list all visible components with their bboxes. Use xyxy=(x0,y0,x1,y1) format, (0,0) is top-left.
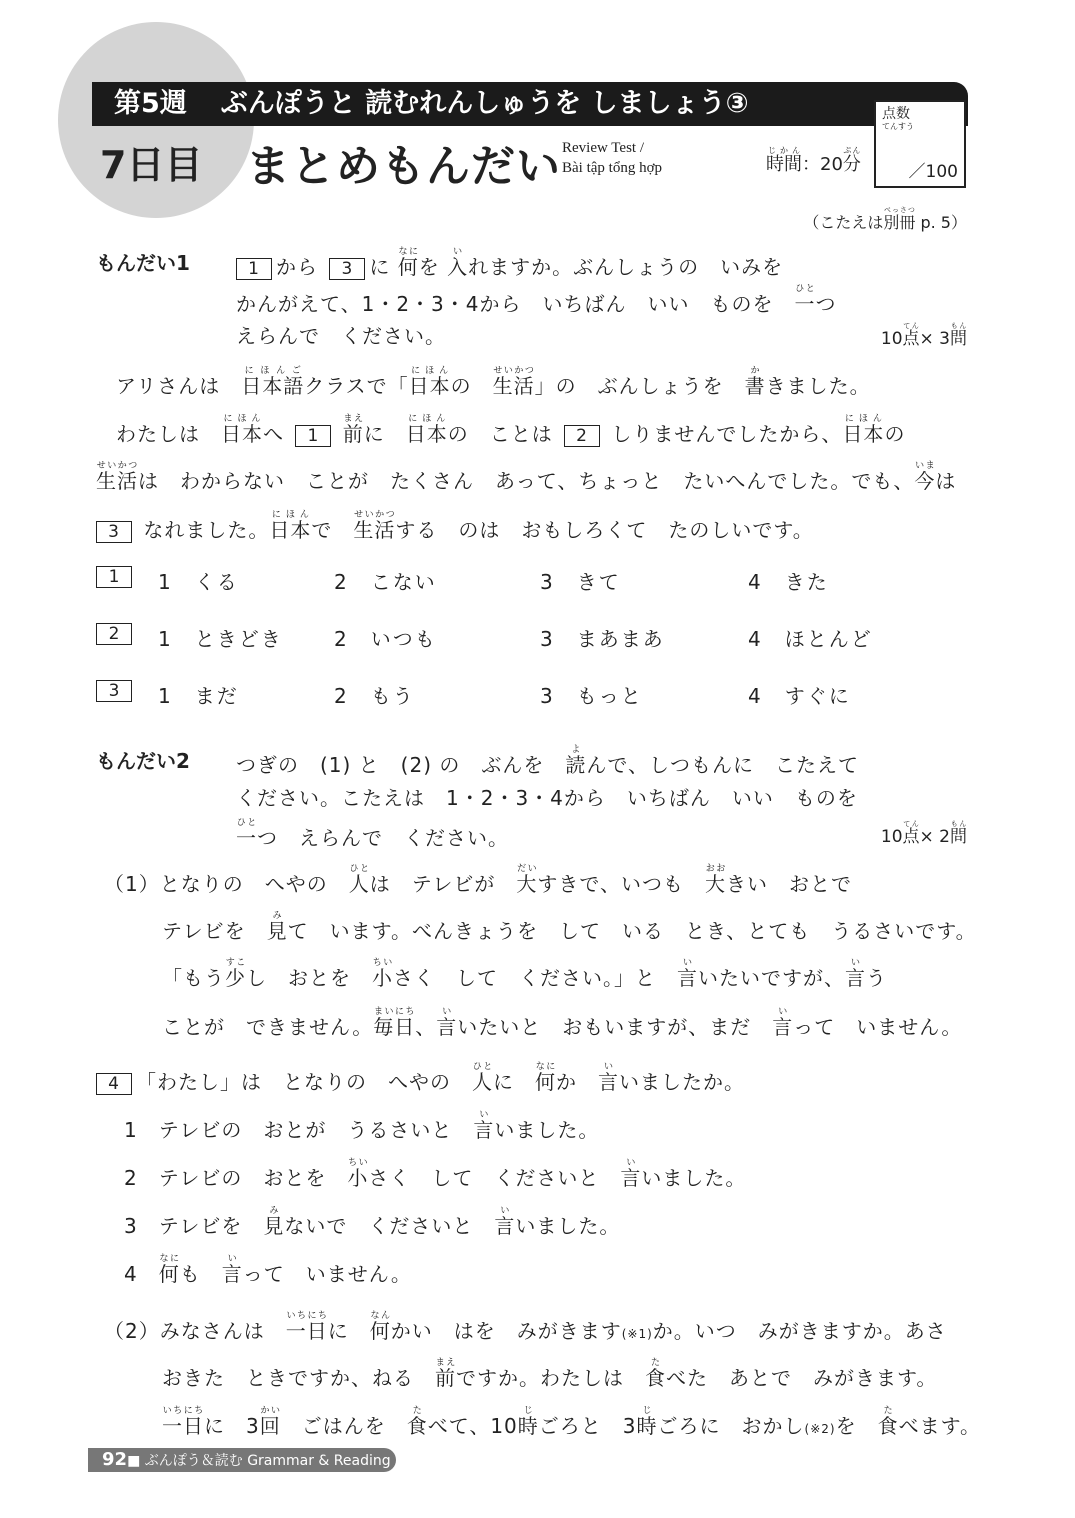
q2-p2-line2: おきた ときですか、ねる 前まえですか。わたしは 食たべた あとで みがきます。 xyxy=(162,1358,938,1390)
q1-blank-1: 1 xyxy=(295,425,331,447)
score-total: ／100 xyxy=(908,162,958,182)
option[interactable]: 2 もう xyxy=(334,684,415,708)
q2-label: もんだい2 xyxy=(96,749,190,773)
q2-instruction-line3: 一ひとつ えらんで ください。 xyxy=(236,818,509,850)
day-label: 7日目 xyxy=(100,143,203,187)
option[interactable]: 4 ほとんど xyxy=(748,627,873,651)
option[interactable]: 1 ときどき xyxy=(158,627,283,651)
q2-p1-line1: （1）となりの へやの 人ひとは テレビが 大だいすきで、いつも 大おおきい おとで xyxy=(104,864,852,896)
q1-blank-3: 3 xyxy=(96,521,132,543)
q2-p1-line4: ことが できません。毎日まいにち、言いいたいと おもいますが、まだ 言いって いません。 xyxy=(162,1007,963,1039)
week-title: ぶんぽうと 読むれんしゅうを しましょう③ xyxy=(220,88,749,119)
q2-p2-line3: 一日いちにちに 3回かい ごはんを 食たべて、10時じごろと 3時じごろに おかし(※2)を 食たべます。 xyxy=(162,1406,981,1438)
q4-option-4[interactable]: 4 何なにも 言いって いません。 xyxy=(124,1254,412,1286)
option[interactable]: 1 くる xyxy=(158,570,239,594)
q2-p1-line3: 「もう少すこし おとを 小ちいさく して ください。」と 言いいたいですが、言いう xyxy=(162,958,887,990)
footer-text: ■ ぶんぽう＆読む Grammar & Reading xyxy=(127,1453,391,1469)
option[interactable]: 3 まあまあ xyxy=(540,627,665,651)
q1-options-row-1 xyxy=(92,566,972,594)
q1-passage-line1: アリさんは 日本語にほんごクラスで「日本にほんの 生活せいかつ」の ぶんしょうを 書かきました。 xyxy=(116,366,871,398)
q2-points: 10点てん× 2問もん xyxy=(880,820,967,847)
q4-option-2[interactable]: 2 テレビの おとを 小ちいさく して くださいと 言いいました。 xyxy=(124,1158,747,1190)
q4-option-3[interactable]: 3 テレビを 見みないで くださいと 言いいました。 xyxy=(124,1206,621,1238)
option[interactable]: 2 こない xyxy=(334,570,437,594)
time-limit xyxy=(766,146,861,176)
option[interactable]: 3 もっと xyxy=(540,684,643,708)
page-footer xyxy=(88,1448,396,1472)
q1-opt-box: 3 xyxy=(96,680,132,702)
answer-reference: （こたえは別冊べっさつ p. 5） xyxy=(803,206,967,232)
score-label: 点数 てんすう xyxy=(882,106,914,131)
q2-p2-label: （2） xyxy=(104,1319,160,1343)
q1-instruction-line1: 1 から 3 に 何なにを 入いれますか。ぶんしょうの いみを xyxy=(232,247,783,280)
page-subtitle xyxy=(562,138,662,178)
q1-passage-line2: わたしは 日本にほんへ 1 前まえに 日本にほんの ことは 2 しりませんでしたから、日本にほんの xyxy=(116,414,906,446)
q4-box: 4 xyxy=(96,1073,132,1095)
subtitle-en: Review Test / xyxy=(562,140,644,156)
q1-box-to: 3 xyxy=(329,258,365,280)
option[interactable]: 1 まだ xyxy=(158,684,239,708)
q1-label: もんだい1 xyxy=(96,251,190,275)
option[interactable]: 3 きて xyxy=(540,570,621,594)
q2-p1-line2: テレビを 見みて います。べんきょうを して いる とき、とても うるさいです。 xyxy=(162,911,977,943)
q2-p2-line1: （2）みなさんは 一日いちにちに 何なんかい はを みがきます(※1)か。いつ みがきますか。あさ xyxy=(104,1311,947,1343)
q4-question: 4 「わたし」は となりの へやの 人ひとに 何なにか 言いいましたか。 xyxy=(92,1062,745,1095)
q2-instruction-line1: つぎの (1) と (2) の ぶんを 読よんで、しつもんに こたえて xyxy=(236,745,859,777)
q1-blank-2: 2 xyxy=(564,425,600,447)
time-label: 時間じかん xyxy=(766,146,802,175)
option[interactable]: 4 すぐに xyxy=(748,684,851,708)
score-box[interactable] xyxy=(874,100,966,188)
q2-instruction-line2: ください。こたえは 1・2・3・4から いちばん いい ものを xyxy=(236,786,858,810)
note-2: (※2) xyxy=(804,1422,836,1436)
q1-points: 10点てん× 3問もん xyxy=(880,322,967,349)
q1-opt-box: 2 xyxy=(96,623,132,645)
note-1: (※1) xyxy=(621,1327,653,1341)
week-banner xyxy=(92,82,968,126)
q1-options-row-3 xyxy=(92,680,972,708)
q1-options-row-2 xyxy=(92,623,972,651)
time-unit: 分ぷん xyxy=(842,146,861,175)
q1-opt-box: 1 xyxy=(96,566,132,588)
page-title: まとめもんだい xyxy=(246,141,561,192)
time-value: ：20 xyxy=(802,154,843,175)
q2-p1-label: （1） xyxy=(104,872,160,896)
q1-passage-line4: 3 なれました。日本にほんで 生活せいかつする のは おもしろくて たのしいです。 xyxy=(92,510,814,543)
week-label: 第5週 xyxy=(114,88,187,119)
q1-box-from: 1 xyxy=(236,258,272,280)
option[interactable]: 2 いつも xyxy=(334,627,437,651)
q4-option-1[interactable]: 1 テレビの おとが うるさいと 言いいました。 xyxy=(124,1110,600,1142)
q1-instruction-line2: かんがえて、1・2・3・4から いちばん いい ものを 一ひとつ xyxy=(236,284,837,316)
option[interactable]: 4 きた xyxy=(748,570,829,594)
q1-passage-line3: 生活せいかつは わからない ことが たくさん あって、ちょっと たいへんでした。でも、今いまは xyxy=(96,461,957,493)
page-number: 92 xyxy=(102,1449,128,1470)
q1-instruction-line3: えらんで ください。 xyxy=(236,324,446,348)
subtitle-vi: Bài tập tổng hợp xyxy=(562,160,663,176)
